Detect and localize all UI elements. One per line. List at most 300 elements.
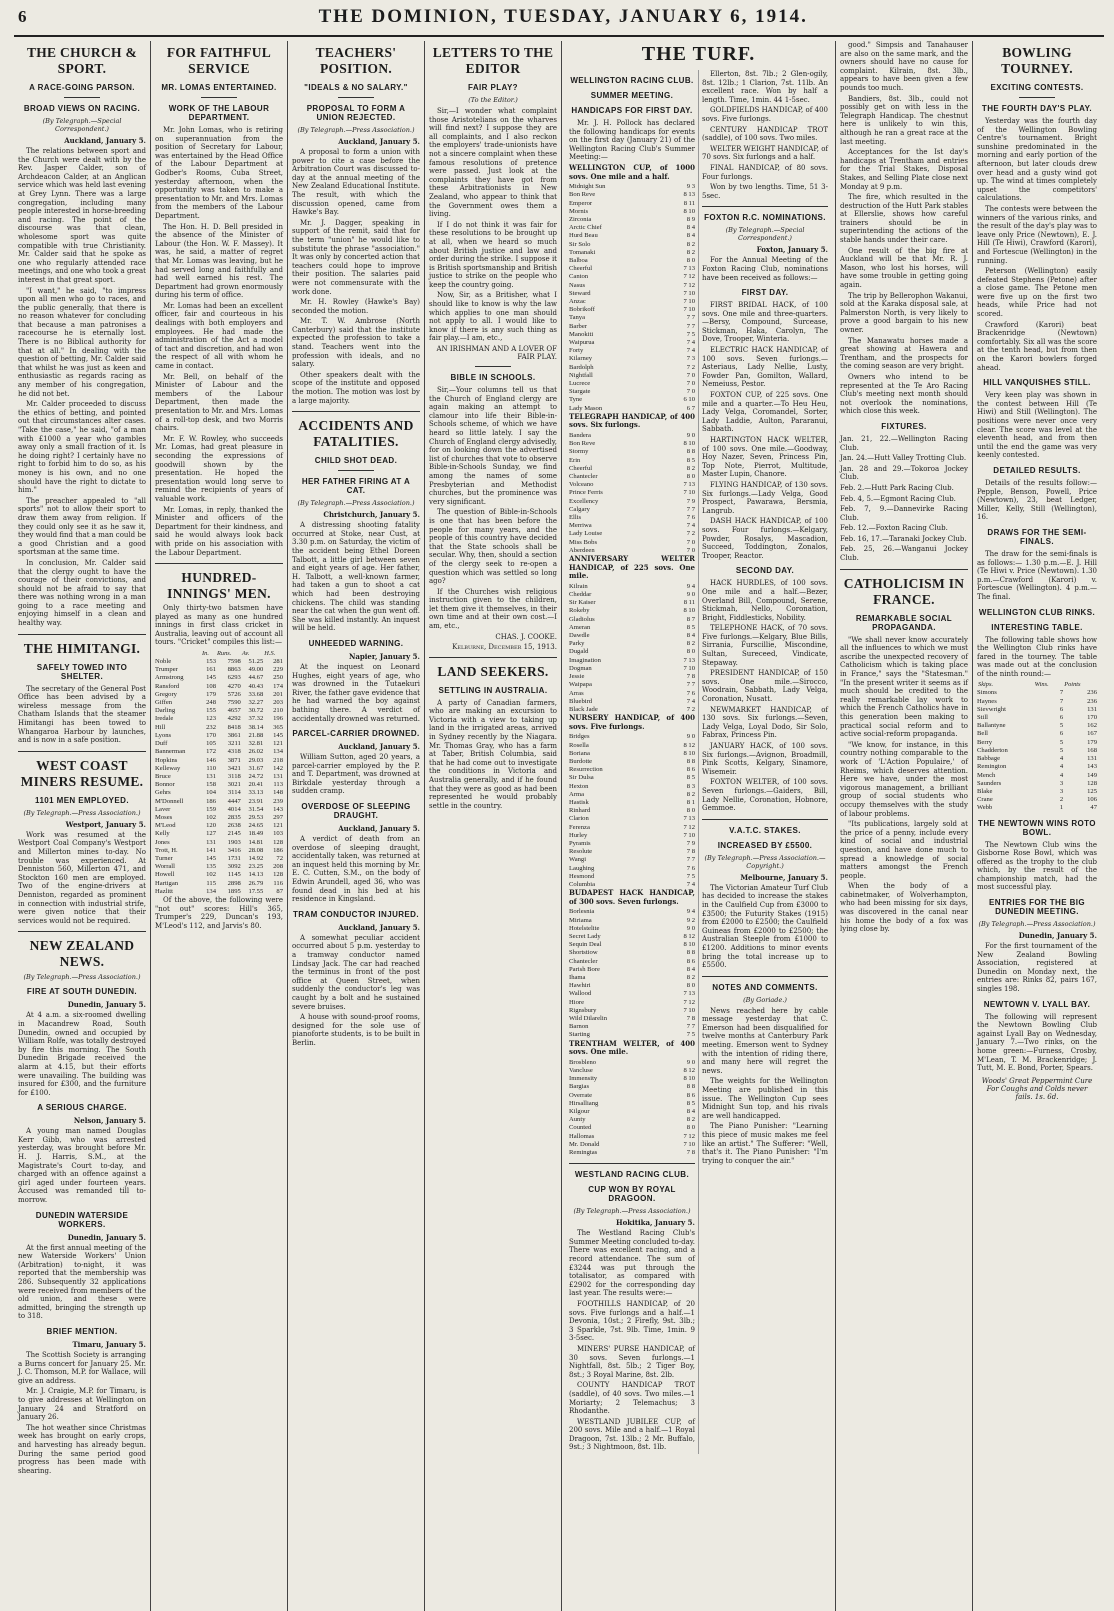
table-cell: 131: [206, 772, 216, 780]
table-row: [977, 739, 1097, 747]
article-paragraph: A proposal to form a union with power to cite a case before the Arbitration Court was discussed to-day at the annual meeting of the New Zealand Educational Institute. The result, with which the discussion opened, came from Hawke's Bay.: [292, 148, 420, 217]
table-cell: 3871: [227, 756, 241, 764]
table-cell: 128: [273, 838, 283, 846]
table-cell: 38.14: [248, 723, 264, 731]
table-row: [155, 822, 283, 830]
table-cell: 8 1: [686, 798, 695, 806]
table-cell: 2145: [227, 830, 241, 838]
handicap-row: [569, 191, 695, 199]
table-cell: 208: [273, 863, 283, 871]
table-cell: 1145: [227, 871, 241, 879]
subheadline: CHILD SHOT DEAD.: [314, 456, 398, 466]
table-cell: Steward: [569, 289, 591, 297]
article-paragraph: "I want," he said, "to impress upon all men who go to races, and the public generally, that there is no reason whatever for concluding that because a man patronises a racecourse he is eternally lost. There is no Biblical authority for that at all." In dealing with the question of betting, Mr. Calder said that whilst he was just as keen and enthusiastic as regards racing as any member of his congregation, he did not bet.: [18, 286, 146, 398]
table-cell: Black Jade: [569, 705, 598, 713]
article-paragraph: Yesterday was the fourth day of the Wellington Bowling Centre's tournament. Bright sunshine predominated in the morning and early portion of the afternoon, but later clouds drew over head and a gusty wind got up. The wind at times completely upset the competitors' calculations.: [977, 117, 1097, 203]
table-row: [155, 732, 283, 740]
handicap-row: [569, 640, 695, 648]
table-cell: 8 2: [686, 248, 695, 256]
turf-right-column: [699, 70, 831, 1454]
handicap-row: [569, 783, 695, 791]
table-cell: 159: [206, 805, 216, 813]
table-cell: 6 10: [683, 396, 695, 404]
table-cell: 33.68: [248, 690, 264, 698]
race-result: FOOTHILLS HANDICAP, of 20 sovs. Five furlongs and a half.—1 Devonia, 10st.; 2 Firefly, 9st. 3lb.; 3 Sparkle, 7st. 9lb. Time, 1min. 9 3-5sec.: [569, 1299, 695, 1343]
subheadline: NOTES AND COMMENTS.: [712, 982, 818, 992]
subheadline: OVERDOSE OF SLEEPING DRAUGHT.: [301, 802, 411, 821]
handicap-row: [569, 331, 695, 339]
handicap-row: [569, 1075, 695, 1083]
table-cell: 6: [1059, 714, 1064, 722]
handicap-row: [569, 347, 695, 355]
table-row: [155, 880, 283, 888]
table-cell: 110: [206, 764, 216, 772]
table-row: [155, 748, 283, 756]
dateline: Dunedin, January 5.: [1018, 931, 1097, 941]
table-row: [977, 796, 1097, 804]
table-cell: 131: [1087, 755, 1097, 763]
table-cell: 134: [273, 748, 283, 756]
subheadline: A RACE-GOING PARSON.: [29, 83, 135, 92]
table-cell: Hirsalliang: [569, 1099, 599, 1107]
masthead: [14, 6, 1104, 37]
table-cell: Cheddar: [569, 591, 592, 599]
table-cell: Rokeby: [569, 607, 590, 615]
headline: NEW ZEALAND NEWS.: [29, 938, 135, 970]
table-cell: Tyne: [569, 396, 583, 404]
subheadline: SUMMER MEETING.: [590, 91, 674, 100]
table-row: [155, 765, 283, 773]
table-cell: 8 0: [686, 648, 695, 656]
table-cell: Chantecler: [569, 957, 598, 965]
article-paragraph: The preacher appealed to "all sports" not to allow their sport to draw them away from religion. If they could only see it as he saw it, they would find that a man could be a good Christian and a good sportsman at the same time.: [18, 496, 146, 557]
article-paragraph: At the first annual meeting of the new Waterside Workers' Union (Arbitration) to-night, it was reported that the membership was 286. Subsequently 32 applications were received from members of the old union, and these were admitted, bringing the strength up to 318.: [18, 1243, 146, 1321]
handicap-row: [569, 473, 695, 481]
column-church-sport: [14, 41, 151, 1611]
handicap-row: [569, 1108, 695, 1116]
table-cell: Webb: [977, 804, 993, 812]
nomination-entry: DASH HACK HANDICAP, of 100 sovs. Four furlongs.—Kelgary, Powder, Rosalys, Mascadion, Succeed, Toddington, Zonalos, Trooper, Reactor.: [702, 517, 828, 560]
table-cell: 120: [206, 822, 216, 830]
article-paragraph: The Newtown Club wins the Gisborne Rose Bowl, which was offered as the trophy to the club which, by the result of the championship match, had the most successful play.: [977, 840, 1097, 892]
table-row: [977, 780, 1097, 788]
table-cell: Noble: [155, 658, 172, 666]
article-paragraph: When the body of a cabinetmaker, of Wolverhampton, who had been missing for six days, was discovered in the canal near his home the body of a fox was lying close by.: [840, 882, 968, 934]
table-cell: 8 8: [686, 1083, 695, 1091]
table-cell: 4014: [227, 805, 241, 813]
table-cell: Parky: [569, 640, 585, 648]
handicap-row: [569, 681, 695, 689]
table-cell: Bluebird: [569, 697, 593, 705]
table-cell: Sievwright: [977, 705, 1006, 713]
table-cell: 8 0: [686, 256, 695, 264]
table-cell: M'Leod: [155, 822, 176, 830]
fixture-item: Feb. 12.—Foxton Racing Club.: [840, 524, 948, 533]
table-cell: 28.08: [248, 846, 264, 854]
table-cell: Immensity: [569, 1075, 598, 1083]
table-cell: 7 10: [683, 306, 695, 314]
column-letters: [425, 41, 562, 1611]
table-cell: 7 4: [686, 697, 695, 705]
table-cell: 248: [206, 699, 216, 707]
article-paragraph: A house with sound-proof rooms, designed for the sole use of pianoforte students, is to be built in Berlin.: [292, 1013, 420, 1047]
table-cell: 7 5: [686, 872, 695, 880]
article-paragraph: Sir,—Your columns tell us that the Church of England clergy are again making an attempt to clamour into life their Bible-in-Schools scheme, of which we have heard so little lately. I say the Church of England clergy advisedly, for on looking down the advertised list of churches that vote to observe Bible-in-Schools Sunday, we find among the names of some Presbyterian and Methodist churches, but the prominence was very significant.: [429, 386, 557, 506]
table-cell: 9 0: [686, 924, 695, 932]
table-cell: 8 10: [683, 749, 695, 757]
race-title: ANNIVERSARY WELTER HANDICAP, of 225 sovs. One mile.: [569, 554, 695, 581]
dateline: Westport, January 5.: [65, 819, 146, 829]
credit-line: (By Goriade.): [743, 995, 787, 1004]
table-row: [977, 804, 1097, 812]
table-cell: M'Donnell: [155, 797, 184, 805]
table-cell: Miss Bobs: [569, 538, 598, 546]
fixture-item: Jan. 24.—Hutt Valley Trotting Club.: [840, 454, 967, 463]
table-cell: 5726: [227, 690, 241, 698]
handicap-row: [569, 873, 695, 881]
table-cell: Saunders: [977, 779, 1002, 787]
handicap-row: [569, 388, 695, 396]
table-cell: 125: [1087, 787, 1097, 795]
handicap-row: [569, 624, 695, 632]
handicap-row: [569, 355, 695, 363]
table-cell: 6293: [227, 674, 241, 682]
table-cell: 8 9: [686, 215, 695, 223]
table-cell: Kilgour: [569, 1108, 590, 1115]
table-cell: 8 0: [686, 1124, 695, 1132]
column-teachers: [288, 41, 425, 1611]
table-row: [155, 806, 283, 814]
credit-line: (By Telegraph.—Press Association.): [978, 920, 1096, 929]
dateline: Dunedin, January 5.: [67, 1000, 146, 1010]
handicap-row: [569, 941, 695, 949]
headline: LAND SEEKERS.: [437, 663, 549, 679]
table-cell: Rinhard: [569, 807, 591, 815]
table-cell: 7 10: [683, 1006, 695, 1014]
headline: TEACHERS' POSITION.: [315, 45, 397, 76]
handicap-row: [569, 1141, 695, 1149]
column-turf-notes: [836, 41, 973, 1611]
table-cell: Cheerful: [569, 464, 593, 472]
table-cell: 1731: [227, 854, 241, 862]
article-paragraph: A young man named Douglas Kerr Gibb, who was arrested yesterday, was brought before Mr. H. J. Harris, S.M., at the Magistrate's Court to-day, and charged with an offence against a girl aged under fourteen years. Accused was remanded till to-morrow.: [18, 1127, 146, 1205]
table-cell: Rosella: [569, 741, 589, 749]
table-cell: Anzac: [569, 298, 586, 305]
table-cell: 7 0: [686, 388, 695, 396]
handicap-row: [569, 440, 695, 448]
handicap-row: [569, 933, 695, 941]
table-cell: 218: [273, 756, 283, 764]
table-row: [155, 666, 283, 674]
table-cell: 8 11: [683, 599, 695, 607]
handicap-row: [569, 657, 695, 665]
table-cell: 236: [1087, 697, 1097, 705]
table-cell: Emperor: [569, 199, 593, 207]
table-cell: Gregory: [155, 690, 177, 698]
table-cell: Tomanaki: [569, 248, 596, 256]
table-cell: Kilrain: [569, 582, 588, 590]
table-cell: 7590: [227, 699, 241, 707]
table-cell: 5: [1059, 738, 1064, 746]
table-cell: Resurrection: [569, 766, 603, 774]
table-row: [155, 888, 283, 896]
headline: THE HIMITANGI.: [23, 640, 141, 656]
table-cell: Mornis: [569, 207, 589, 215]
table-cell: 7 6: [686, 689, 695, 697]
table-cell: 250: [273, 674, 283, 682]
table-row: [155, 740, 283, 748]
table-cell: Stargate: [569, 388, 591, 396]
table-cell: Midnight Sun: [569, 183, 606, 191]
table-cell: 4292: [227, 715, 241, 723]
article-paragraph: Mr. J. Dagger, speaking in support of the remit, said that for the term "union" he would like to substitute the phrase "association." It was only by concerted action that teachers could hope to improve their position. The salaries paid were not commensurate with the work done.: [292, 218, 420, 296]
handicap-row: [569, 522, 695, 530]
table-cell: 3211: [227, 740, 241, 748]
table-header-cell: Points: [1064, 681, 1081, 689]
article-paragraph: Mr. Bell, on behalf of the Minister of Labour and the members of the Labour Department, then made the presentation to Mr. and Mrs. Lomas of a roll-top desk, and two Morris chairs.: [155, 372, 283, 433]
table-cell: 131: [1087, 705, 1097, 713]
table-cell: 8 10: [683, 207, 695, 215]
table-cell: 236: [1087, 689, 1097, 697]
handicap-table: [569, 183, 695, 413]
table-cell: Hiore: [569, 998, 585, 1006]
table-cell: Iredale: [155, 715, 174, 723]
table-cell: 128: [1087, 779, 1097, 787]
table-cell: 8 8: [686, 949, 695, 957]
subheadline: TRAM CONDUCTOR INJURED.: [293, 909, 419, 919]
table-cell: 8418: [227, 723, 241, 731]
subheadline: MR. LOMAS ENTERTAINED.: [161, 83, 277, 92]
table-cell: Laver: [155, 805, 171, 813]
table-cell: 87: [276, 887, 283, 895]
subheadline: SAFELY TOWED INTO SHELTER.: [36, 662, 128, 681]
table-cell: Burdotte: [569, 757, 593, 765]
table-cell: Babbage: [977, 755, 1001, 763]
table-cell: 7 13: [683, 815, 695, 823]
handicap-row: [569, 323, 695, 331]
table-row: [155, 707, 283, 715]
table-cell: 7 8: [686, 848, 695, 856]
table-cell: 8 4: [686, 632, 695, 640]
handicap-row: [569, 949, 695, 957]
table-cell: 167: [1087, 730, 1097, 738]
table-cell: 14.92: [248, 854, 264, 862]
table-cell: 7 2: [686, 363, 695, 371]
table-header-cell: Av.: [241, 650, 250, 658]
table-cell: Gehrs: [155, 789, 171, 797]
table-cell: 7 10: [683, 489, 695, 497]
table-cell: 20.41: [248, 781, 264, 789]
subheadline: HANDICAPS FOR FIRST DAY.: [571, 106, 693, 115]
credit-line: (By Telegraph.—Special Correspondent.): [725, 226, 805, 243]
table-cell: Hurd Beau: [569, 232, 598, 240]
handicap-row: [569, 249, 695, 257]
article-paragraph: Mr. H. Rowley (Hawke's Bay) seconded the motion.: [292, 298, 420, 315]
article-paragraph: The following will represent the Newtown Bowling Club against Lyall Bay on Wednesday, January 7.—Two rinks, on the home green:—Furness, Crosby, M'Lean, T. M. Brackenridge; J. Tutt, M. E. Bond, Porter, Spears.: [977, 1012, 1097, 1073]
handicap-row: [569, 396, 695, 404]
handicap-row: [569, 974, 695, 982]
article-paragraph: Only thirty-two batsmen have played as many as one hundred innings in first class cricket in Australia, leaving out of account all tours. "Cricket" compiles this list:—: [155, 604, 283, 647]
article-paragraph: "We shall never know accurately all the influences to which we must ascribe the unexpected recovery of Catholicism which is taking place in France," says the "Statesman." "In the present writer it seems as if much should be credited to the really remarkable lay work to which the French Catholics have in this generation been making to practical social reform and to active social-reform propaganda.: [840, 635, 968, 739]
table-row: [155, 863, 283, 871]
table-cell: Manokiti: [569, 330, 594, 338]
handicap-row: [569, 498, 695, 506]
handicap-row: [569, 306, 695, 314]
table-cell: Darling: [155, 707, 176, 715]
nomination-entry: HARTINGTON HACK WELTER, of 100 sovs. One mile.—Goodway, Hoy Nazer, Seven, Princess Pin, Top Note, Pierrot, Multitude, Master Lupin, Chanore.: [702, 436, 828, 479]
nomination-entry: NEWMARKET HANDICAP, of 130 sovs. Six furlongs.—Seven, Lady Velga, Loyal Dodo, Sir Solo, Fabrax, Princess Pin.: [702, 705, 828, 740]
article-paragraph: good." Simpsis and Tanahauser are also on the same mark, and the owners should have no cause for complaint. Kilrain, 8st. 3lb., appears to have been given a few pounds too much.: [840, 41, 968, 92]
table-cell: 8 5: [686, 774, 695, 782]
article-paragraph: William Sutton, aged 20 years, a parcel-carrier employed by the P. and T. Department, was drowned at Birkdale yesterday through a sudden cramp.: [292, 753, 420, 796]
subheadline: HER FATHER FIRING AT A CAT.: [301, 477, 411, 496]
race-title: WELLINGTON CUP, of 1000 sovs. One mile and a half.: [569, 162, 695, 181]
table-cell: 7 2: [686, 530, 695, 538]
handicap-row: [569, 1023, 695, 1031]
subheadline: CUP WON BY ROYAL DRAGOON.: [588, 1185, 676, 1204]
dateline: Christchurch, January 5.: [323, 510, 420, 520]
table-cell: Kelly: [155, 830, 170, 838]
table-cell: 40.43: [248, 682, 264, 690]
table-row: [155, 855, 283, 863]
article-paragraph: The following table shows how the Wellington Club rinks have fared in the tourney. The table was made out at the conclusion of the ninth round:—: [977, 635, 1097, 678]
table-cell: 7 2: [686, 705, 695, 713]
table-cell: 148: [273, 789, 283, 797]
table-cell: 128: [273, 871, 283, 879]
subheadline: A SERIOUS CHARGE.: [37, 1103, 127, 1113]
table-cell: Pyramis: [569, 839, 591, 847]
subheadline: DUNEDIN WATERSIDE WORKERS.: [35, 1210, 129, 1229]
table-cell: 8 4: [686, 1108, 695, 1115]
table-cell: Hallomas: [569, 1132, 595, 1140]
table-cell: 7 4: [686, 347, 695, 355]
table-cell: 7 12: [683, 1132, 695, 1140]
headline: WEST COAST MINERS RESUME.: [20, 757, 144, 789]
table-cell: 29.53: [248, 813, 264, 821]
table-cell: 8 12: [683, 741, 695, 749]
handicap-row: [569, 925, 695, 933]
table-cell: Tanya: [569, 314, 586, 322]
credit-line: (By Telegraph.—Press Association.—Copyright.): [704, 853, 826, 870]
subheadline: FIXTURES.: [881, 421, 927, 431]
table-cell: 8 0: [686, 807, 695, 815]
handicap-row: [569, 1059, 695, 1067]
table-cell: 7 7: [686, 681, 695, 689]
batsmen-table: [155, 649, 283, 896]
handicap-row: [569, 616, 695, 624]
article-paragraph: Bandiers, 8st. 3lb., could not possibly get on with less in the Telegraph Handicap. The chestnut here is unlikely to win this, although he ran a great race at the last meeting.: [840, 94, 968, 146]
handicap-table: [569, 908, 695, 1039]
article-paragraph: The question of Bible-in-Schools is one that has been before the people for many years, and the people of this country have decided that the State schools shall be secular. Why, then, should a section of the clergy seek to re-open a question which was settled so long ago?: [429, 508, 557, 586]
table-cell: 24.65: [248, 822, 264, 830]
table-cell: 121: [273, 740, 283, 748]
handicap-row: [569, 665, 695, 673]
table-cell: Remingtas: [569, 1149, 598, 1157]
table-cell: 6: [1059, 730, 1064, 738]
handicap-row: [569, 865, 695, 873]
subheadline: "IDEALS & NO SALARY.": [304, 83, 408, 92]
table-row: [977, 747, 1097, 755]
table-cell: 7 7: [686, 322, 695, 330]
table-cell: 9 0: [686, 1058, 695, 1066]
table-cell: Worrall: [155, 863, 175, 871]
handicap-row: [569, 990, 695, 998]
table-cell: 23.25: [248, 863, 264, 871]
article-paragraph: Of the above, the following were "not out" scores: Hill's 365, Trumper's 229, Duncan's 193, M'Leod's 112, and Jarvis's 80.: [155, 895, 283, 930]
table-cell: 239: [273, 797, 283, 805]
handicap-row: [569, 599, 695, 607]
table-cell: 72: [276, 854, 283, 862]
table-row: [155, 715, 283, 723]
handicap-row: [569, 632, 695, 640]
credit-line: (By Telegraph.—Press Association.): [23, 808, 141, 817]
article-paragraph: At the inquest on Leonard Hughes, eight years of age, who was drowned in the Tutaekuri River, the father gave evidence that he had warned the boy against bathing there. A verdict of accidentally drowned was returned.: [292, 662, 420, 723]
table-cell: Merriwa: [569, 522, 592, 530]
table-cell: 7 4: [686, 339, 695, 347]
handicap-row: [569, 200, 695, 208]
table-cell: 145: [273, 731, 283, 739]
table-cell: 102: [206, 813, 216, 821]
handicap-row: [569, 758, 695, 766]
table-cell: 135: [206, 863, 216, 871]
article-paragraph: A distressing shooting fatality occurred at Stoke, near Cust, at 3.30 p.m. on Saturday, the victim of the accident being Ethel Doreen Talbott, a little girl between seven and eight years of age. Her father, H. Talbott, a well-known farmer, had taken a gun to shoot a cat which had been destroying chickens. The child was standing near the cat when the gun went off. She was killed instantly. An inquest will be held.: [292, 521, 420, 633]
table-cell: 8 5: [686, 1099, 695, 1107]
table-cell: 9 0: [686, 591, 695, 599]
table-cell: 7 3: [686, 355, 695, 363]
table-row: [155, 781, 283, 789]
table-row: [977, 730, 1097, 738]
headline: CATHOLICISM IN FRANCE.: [843, 575, 965, 607]
table-cell: 7 4: [686, 522, 695, 530]
fixture-item: Feb. 7, 9.—Dannevirke Racing Club.: [840, 505, 968, 522]
table-cell: 3114: [227, 789, 241, 797]
table-cell: 153: [206, 658, 216, 666]
table-cell: 104: [206, 789, 216, 797]
handicap-row: [569, 824, 695, 832]
table-cell: Jessie: [569, 673, 585, 681]
table-row: [155, 814, 283, 822]
table-cell: 3: [1059, 779, 1064, 787]
table-cell: Ellis: [569, 514, 582, 522]
table-cell: 7 10: [683, 1140, 695, 1148]
table-cell: Bonnor: [155, 781, 175, 789]
race-result: COUNTY HANDICAP TROT (saddle), of 40 sovs. Two miles.—1 Moriarty; 2 Telemachus; 3 Rhodanthe.: [569, 1381, 695, 1416]
table-cell: 2898: [227, 879, 241, 887]
table-cell: Bobrikoff: [569, 306, 595, 314]
table-cell: Arma: [569, 790, 585, 798]
handicap-row: [569, 1015, 695, 1023]
handicap-row: [569, 1124, 695, 1132]
nomination-entry: FOXTON WELTER, of 100 sovs. Seven furlongs.—Gaiders, Bill, Lady Nellie, Coronation, Hobnore, Gemmoe.: [702, 778, 828, 813]
table-cell: 8 2: [686, 1116, 695, 1124]
table-cell: Giffen: [155, 699, 173, 707]
article-paragraph: Now, Sir, as a Britisher, what I should like to know is why the law which applies to one man should not apply to all. I would like to know if there is any such thing as fair play.—I am, etc.,: [429, 291, 557, 343]
handicap-table: [569, 583, 695, 714]
handicap-row: [569, 232, 695, 240]
nomination-entry: ELECTRIC HACK HANDICAP, of 100 sovs. Seven furlongs.—Asteriaus, Lady Nellie, Lusty, Fowder Pan, Gomilton, Wallard, Nemeiuss, Pestor.: [702, 346, 828, 389]
table-cell: 179: [206, 690, 216, 698]
handicap-row: [569, 774, 695, 782]
handicap-row: [569, 908, 695, 916]
table-cell: Hotelstelite: [569, 924, 600, 932]
table-cell: 4270: [227, 682, 241, 690]
table-cell: 201: [273, 690, 283, 698]
fixture-item: Jan. 28 and 29.—Tokoroa Jockey Club.: [840, 464, 968, 482]
table-row: [977, 714, 1097, 722]
table-cell: 4: [1059, 755, 1064, 763]
table-row: [155, 683, 283, 691]
table-cell: 17.55: [248, 887, 264, 895]
